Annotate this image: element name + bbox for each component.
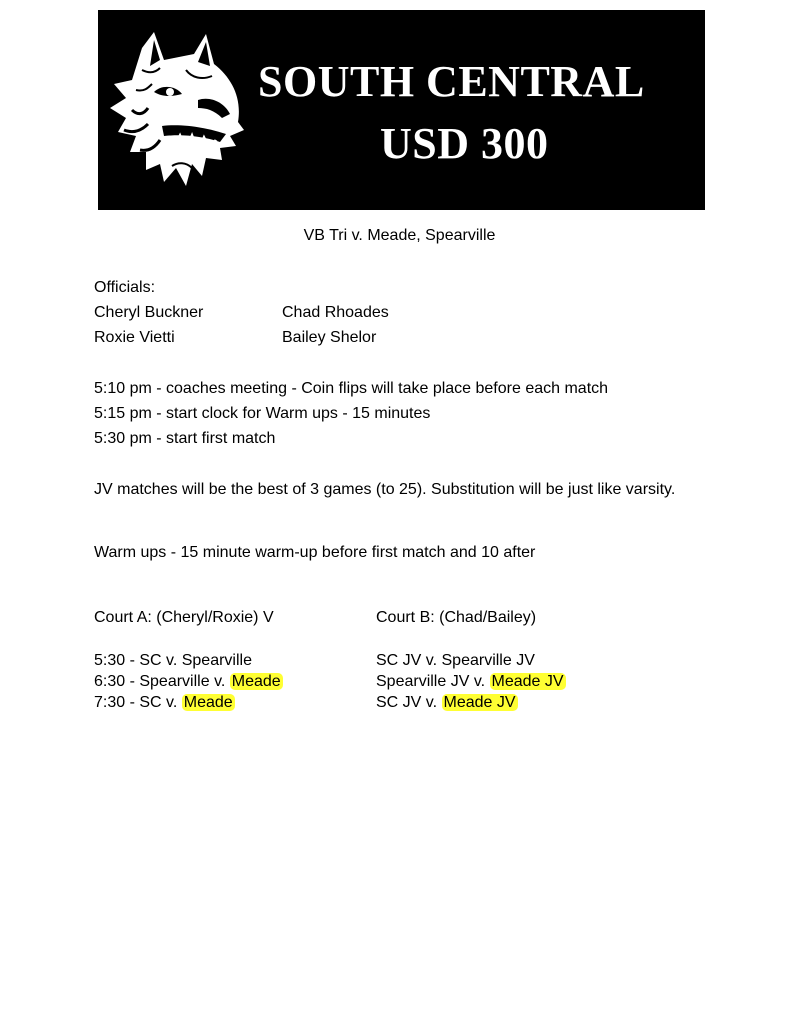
highlighted-opponent: Meade JV [443, 694, 516, 711]
court-a-match [94, 693, 235, 712]
warmup-note: Warm ups - 15 minute warm-up before first match and 10 after [94, 544, 536, 561]
official-name: Roxie Vietti [94, 329, 175, 346]
court-a-match [94, 651, 252, 670]
school-banner [98, 10, 705, 210]
official-name: Chad Rhoades [282, 304, 389, 321]
schedule-time-line: 5:30 pm - start first match [94, 430, 276, 447]
court-a-header: Court A: (Cheryl/Roxie) V [94, 609, 274, 626]
highlighted-opponent: Meade [183, 694, 233, 711]
match-text: SC JV v. Spearville JV [376, 652, 535, 669]
schedule-time-line: 5:15 pm - start clock for Warm ups - 15 minutes [94, 405, 431, 422]
officials-heading: Officials: [94, 279, 156, 296]
court-a-match [94, 672, 283, 691]
highlighted-opponent: Meade [231, 673, 281, 690]
court-b-match [376, 672, 566, 691]
match-text: 5:30 - SC v. Spearville [94, 652, 252, 669]
highlighted-opponent: Meade JV [491, 673, 564, 690]
match-text: Spearville JV v. [376, 673, 490, 690]
jv-note: JV matches will be the best of 3 games (to 25). Substitution will be just like varsity. [94, 481, 676, 498]
match-text: SC JV v. [376, 694, 442, 711]
schedule-time-line: 5:10 pm - coaches meeting - Coin flips will take place before each match [94, 380, 609, 397]
wolf-head-icon [102, 30, 248, 194]
court-b-match [376, 651, 535, 670]
official-name: Bailey Shelor [282, 329, 377, 346]
court-b-match [376, 693, 518, 712]
banner-title-line2: USD 300 [380, 119, 549, 168]
match-text: 6:30 - Spearville v. [94, 673, 230, 690]
court-b-header: Court B: (Chad/Bailey) [376, 609, 537, 626]
official-name: Cheryl Buckner [94, 304, 204, 321]
match-text: 7:30 - SC v. [94, 694, 182, 711]
document-title: VB Tri v. Meade, Spearville [303, 227, 496, 244]
banner-title-line1: SOUTH CENTRAL [258, 57, 645, 106]
